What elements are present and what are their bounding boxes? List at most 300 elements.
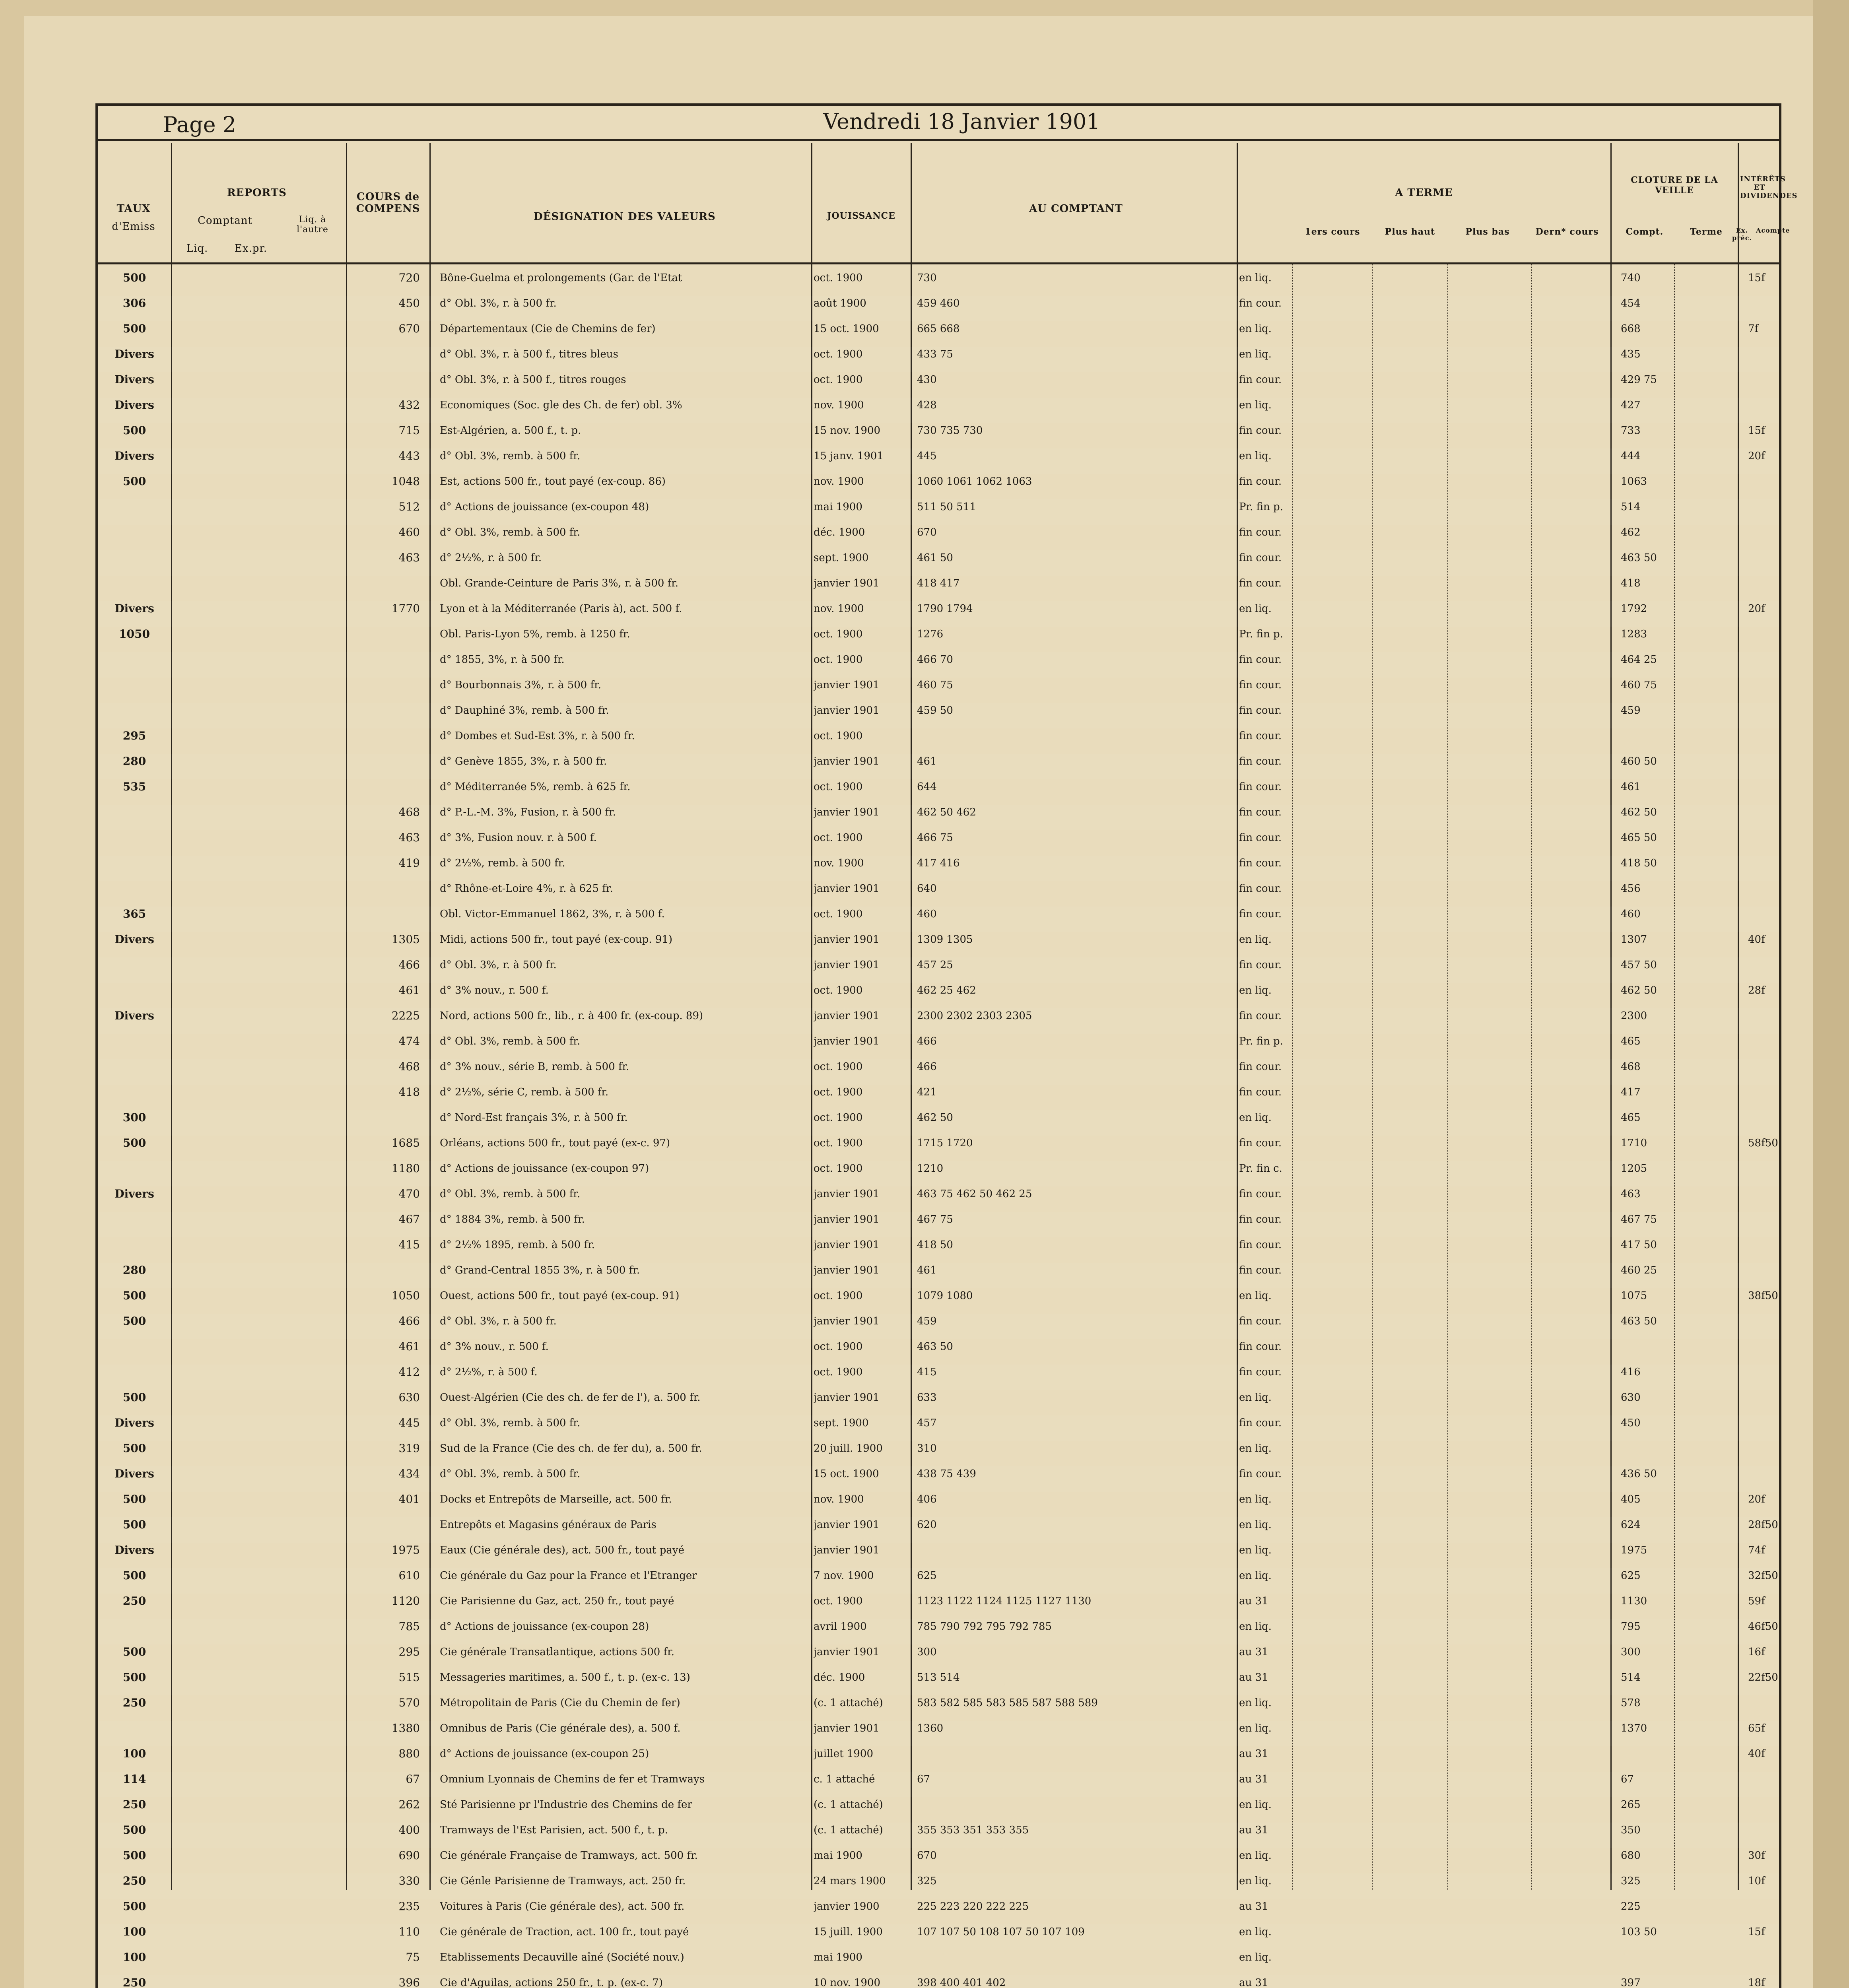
table-row xyxy=(98,372,1779,398)
terme-cell: en liq. xyxy=(1239,323,1272,335)
col-expr: Ex.pr. xyxy=(234,243,268,254)
designation-cell: Eaux (Cie générale des), act. 500 fr., tout payé xyxy=(440,1544,684,1556)
interets-cell: 46f50 xyxy=(1748,1621,1778,1633)
comptant-cell: 462 25 462 xyxy=(917,984,976,996)
jouissance-cell: janvier 1901 xyxy=(814,1315,880,1327)
jouissance-cell: avril 1900 xyxy=(814,1621,867,1633)
taux-cell: 500 xyxy=(122,323,146,335)
cours-cell: 515 xyxy=(398,1672,420,1683)
interets-cell: 7f xyxy=(1748,323,1759,335)
table-row xyxy=(98,830,1779,856)
cours-cell: 690 xyxy=(398,1850,420,1862)
jouissance-cell: (c. 1 attaché) xyxy=(814,1799,883,1811)
taux-cell: Divers xyxy=(115,934,154,945)
terme-cell: au 31 xyxy=(1239,1646,1268,1658)
comptant-cell: 433 75 xyxy=(917,348,953,360)
cloture-cell: 417 50 xyxy=(1621,1239,1657,1251)
jouissance-cell: août 1900 xyxy=(814,297,866,309)
col-a-terme: A TERME xyxy=(1395,187,1453,199)
table-row xyxy=(98,499,1779,525)
table-row xyxy=(98,627,1779,652)
interets-cell: 40f xyxy=(1748,934,1765,945)
jouissance-cell: nov. 1900 xyxy=(814,603,864,615)
col-ex-prec: Ex. préc. xyxy=(1732,227,1752,242)
table-row xyxy=(98,270,1779,296)
designation-cell: d° Obl. 3%, remb. à 500 fr. xyxy=(440,1035,581,1047)
cloture-cell: 1130 xyxy=(1621,1595,1647,1607)
comptant-cell: 461 xyxy=(917,1264,937,1276)
jouissance-cell: déc. 1900 xyxy=(814,526,865,538)
comptant-cell: 1715 1720 xyxy=(917,1137,973,1149)
taux-cell: 365 xyxy=(122,908,146,920)
jouissance-cell: janvier 1901 xyxy=(814,1213,880,1225)
designation-cell: d° Obl. 3%, r. à 500 f., titres rouges xyxy=(440,374,626,386)
designation-cell: d° 3% nouv., r. 500 f. xyxy=(440,1341,549,1353)
comptant-cell: 460 75 xyxy=(917,679,953,691)
table-row xyxy=(98,881,1779,907)
cloture-cell: 465 xyxy=(1621,1112,1641,1124)
taux-cell: 500 xyxy=(122,1290,146,1302)
table-row xyxy=(98,1136,1779,1161)
taux-cell: 500 xyxy=(122,1901,146,1912)
terme-cell: en liq. xyxy=(1239,1799,1272,1811)
terme-cell: en liq. xyxy=(1239,1570,1272,1582)
cours-cell: 75 xyxy=(406,1951,420,1963)
terme-cell: fin cour. xyxy=(1239,1137,1282,1149)
jouissance-cell: (c. 1 attaché) xyxy=(814,1697,883,1709)
comptant-cell: 730 735 730 xyxy=(917,425,983,437)
interets-cell: 74f xyxy=(1748,1544,1765,1556)
interets-cell: 59f xyxy=(1748,1595,1765,1607)
cours-cell: 110 xyxy=(398,1926,420,1938)
designation-cell: Cie générale Française de Tramways, act. 500 fr. xyxy=(440,1850,698,1862)
taux-cell: Divers xyxy=(115,348,154,360)
cloture-cell: 463 50 xyxy=(1621,1315,1657,1327)
interets-cell: 20f xyxy=(1748,450,1765,462)
terme-cell: fin cour. xyxy=(1239,1468,1282,1480)
cours-cell: 319 xyxy=(398,1442,420,1454)
jouissance-cell: oct. 1900 xyxy=(814,1137,863,1149)
comptant-cell: 430 xyxy=(917,374,937,386)
terme-cell: en liq. xyxy=(1239,934,1272,945)
cours-cell: 1120 xyxy=(391,1595,420,1607)
col-terme: Terme xyxy=(1690,227,1723,237)
designation-cell: Obl. Victor-Emmanuel 1862, 3%, r. à 500 f. xyxy=(440,908,665,920)
jouissance-cell: janvier 1901 xyxy=(814,1035,880,1047)
designation-cell: d° Dombes et Sud-Est 3%, r. à 500 fr. xyxy=(440,730,635,742)
jouissance-cell: oct. 1900 xyxy=(814,374,863,386)
interets-cell: 65f xyxy=(1748,1722,1765,1734)
designation-cell: d° Obl. 3%, r. à 500 fr. xyxy=(440,1315,557,1327)
comptant-cell: 2300 2302 2303 2305 xyxy=(917,1010,1032,1022)
col-acompte: Acompte xyxy=(1756,227,1790,234)
cloture-cell: 67 xyxy=(1621,1773,1634,1785)
interets-cell: 15f xyxy=(1748,425,1765,437)
terme-cell: fin cour. xyxy=(1239,730,1282,742)
designation-cell: Messageries maritimes, a. 500 f., t. p. (ex-c. 13) xyxy=(440,1672,690,1683)
interets-cell: 38f50 xyxy=(1748,1290,1778,1302)
taux-cell: 500 xyxy=(122,1519,146,1531)
taux-cell: 500 xyxy=(122,1672,146,1683)
table-row xyxy=(98,525,1779,550)
comptant-cell: 300 xyxy=(917,1646,937,1658)
cours-cell: 445 xyxy=(398,1417,420,1429)
taux-cell: 250 xyxy=(122,1875,146,1887)
jouissance-cell: janvier 1901 xyxy=(814,1722,880,1734)
table-row xyxy=(98,601,1779,627)
designation-cell: Cie Parisienne du Gaz, act. 250 fr., tout payé xyxy=(440,1595,674,1607)
terme-cell: en liq. xyxy=(1239,603,1272,615)
cours-cell: 461 xyxy=(398,984,420,996)
table-row xyxy=(98,1237,1779,1263)
taux-cell: 114 xyxy=(122,1773,146,1785)
table-row xyxy=(98,1034,1779,1059)
table-row xyxy=(98,1085,1779,1110)
designation-cell: Lyon et à la Méditerranée (Paris à), act. 500 f. xyxy=(440,603,682,615)
jouissance-cell: oct. 1900 xyxy=(814,654,863,666)
comptant-cell: 461 50 xyxy=(917,552,953,564)
col-taux: TAUX xyxy=(117,203,151,215)
terme-cell: fin cour. xyxy=(1239,959,1282,971)
cloture-cell: 462 xyxy=(1621,526,1641,538)
table-row xyxy=(98,932,1779,957)
cours-cell: 262 xyxy=(398,1799,420,1811)
terme-cell: en liq. xyxy=(1239,1850,1272,1862)
designation-cell: d° Actions de jouissance (ex-coupon 97) xyxy=(440,1163,649,1175)
cours-cell: 512 xyxy=(398,501,420,513)
jouissance-cell: oct. 1900 xyxy=(814,832,863,844)
comptant-cell: 417 416 xyxy=(917,857,960,869)
table-row xyxy=(98,1772,1779,1797)
cours-cell: 1180 xyxy=(391,1163,420,1175)
col-interets: INTÉRÊTS ET DIVIDENDES xyxy=(1740,175,1798,200)
designation-cell: d° Actions de jouissance (ex-coupon 25) xyxy=(440,1748,649,1760)
designation-cell: Sud de la France (Cie des ch. de fer du), a. 500 fr. xyxy=(440,1442,702,1454)
taux-cell: 500 xyxy=(122,1824,146,1836)
cours-cell: 419 xyxy=(398,857,420,869)
terme-cell: au 31 xyxy=(1239,1748,1268,1760)
taux-cell: 500 xyxy=(122,1137,146,1149)
table-row xyxy=(98,1415,1779,1441)
cloture-cell: 463 xyxy=(1621,1188,1641,1200)
cours-cell: 434 xyxy=(398,1468,420,1480)
designation-cell: d° Obl. 3%, r. à 500 fr. xyxy=(440,959,557,971)
taux-cell: Divers xyxy=(115,1010,154,1022)
comptant-cell: 463 50 xyxy=(917,1341,953,1353)
table-row xyxy=(98,1390,1779,1415)
taux-cell: Divers xyxy=(115,1544,154,1556)
cloture-cell: 1975 xyxy=(1621,1544,1647,1556)
taux-cell: 100 xyxy=(122,1951,146,1963)
col-jouissance: JOUISSANCE xyxy=(827,211,895,221)
terme-cell: Pr. fin p. xyxy=(1239,1035,1283,1047)
cours-cell: 470 xyxy=(398,1188,420,1200)
jouissance-cell: 15 juill. 1900 xyxy=(814,1926,883,1938)
table-row xyxy=(98,576,1779,601)
designation-cell: Obl. Paris-Lyon 5%, remb. à 1250 fr. xyxy=(440,628,630,640)
comptant-cell: 418 417 xyxy=(917,577,960,589)
comptant-cell: 418 50 xyxy=(917,1239,953,1251)
comptant-cell: 640 xyxy=(917,883,937,895)
terme-cell: en liq. xyxy=(1239,1951,1272,1963)
terme-cell: fin cour. xyxy=(1239,1417,1282,1429)
cours-cell: 785 xyxy=(398,1621,420,1633)
table-row xyxy=(98,1644,1779,1670)
terme-cell: Pr. fin p. xyxy=(1239,628,1283,640)
table-row xyxy=(98,1288,1779,1314)
cours-cell: 1685 xyxy=(391,1137,420,1149)
designation-cell: Sté Parisienne pr l'Industrie des Chemins de fer xyxy=(440,1799,692,1811)
taux-cell: 100 xyxy=(122,1748,146,1760)
page-date: Vendredi 18 Janvier 1901 xyxy=(823,109,1100,134)
comptant-cell: 466 70 xyxy=(917,654,953,666)
terme-cell: fin cour. xyxy=(1239,1239,1282,1251)
cours-cell: 396 xyxy=(398,1977,420,1988)
designation-cell: d° Grand-Central 1855 3%, r. à 500 fr. xyxy=(440,1264,640,1276)
table-row xyxy=(98,1924,1779,1950)
cloture-cell: 468 xyxy=(1621,1061,1641,1073)
cloture-cell: 465 50 xyxy=(1621,832,1657,844)
terme-cell: fin cour. xyxy=(1239,1341,1282,1353)
cloture-cell: 467 75 xyxy=(1621,1213,1657,1225)
cloture-cell: 1063 xyxy=(1621,476,1647,487)
jouissance-cell: oct. 1900 xyxy=(814,272,863,284)
jouissance-cell: oct. 1900 xyxy=(814,1595,863,1607)
page-header xyxy=(95,107,1781,139)
taux-cell: 500 xyxy=(122,1493,146,1505)
terme-cell: en liq. xyxy=(1239,450,1272,462)
cours-cell: 2225 xyxy=(391,1010,420,1022)
terme-cell: fin cour. xyxy=(1239,476,1282,487)
cours-cell: 720 xyxy=(398,272,420,284)
terme-cell: en liq. xyxy=(1239,348,1272,360)
interets-cell: 28f xyxy=(1748,984,1765,996)
comptant-cell: 445 xyxy=(917,450,937,462)
col-taux-sub: d'Emiss xyxy=(112,221,155,233)
header-rule xyxy=(95,139,1781,141)
terme-cell: fin cour. xyxy=(1239,755,1282,767)
jouissance-cell: déc. 1900 xyxy=(814,1672,865,1683)
jouissance-cell: mai 1900 xyxy=(814,1951,862,1963)
table-row xyxy=(98,1670,1779,1695)
taux-cell: 500 xyxy=(122,1570,146,1582)
interets-cell: 20f xyxy=(1748,603,1765,615)
cloture-cell: 460 50 xyxy=(1621,755,1657,767)
cours-cell: 450 xyxy=(398,297,420,309)
terme-cell: fin cour. xyxy=(1239,1188,1282,1200)
cloture-cell: 435 xyxy=(1621,348,1641,360)
col-plus-bas: Plus bas xyxy=(1465,227,1510,237)
cours-cell: 880 xyxy=(398,1748,420,1760)
comptant-cell: 1309 1305 xyxy=(917,934,973,945)
designation-cell: Métropolitain de Paris (Cie du Chemin de fer) xyxy=(440,1697,680,1709)
cloture-cell: 795 xyxy=(1621,1621,1641,1633)
cloture-cell: 1307 xyxy=(1621,934,1647,945)
taux-cell: 500 xyxy=(122,1442,146,1454)
taux-cell: 280 xyxy=(122,755,146,767)
designation-cell: Docks et Entrepôts de Marseille, act. 500 fr. xyxy=(440,1493,672,1505)
cours-cell: 1975 xyxy=(391,1544,420,1556)
table-row xyxy=(98,728,1779,754)
interets-cell: 22f50 xyxy=(1748,1672,1778,1683)
terme-cell: Pr. fin p. xyxy=(1239,501,1283,513)
table-row xyxy=(98,805,1779,830)
taux-cell: 500 xyxy=(122,1850,146,1862)
comptant-cell: 730 xyxy=(917,272,937,284)
designation-cell: d° Obl. 3%, remb. à 500 fr. xyxy=(440,1468,581,1480)
cloture-cell: 436 50 xyxy=(1621,1468,1657,1480)
jouissance-cell: mai 1900 xyxy=(814,1850,862,1862)
cours-cell: 670 xyxy=(398,323,420,335)
taux-cell: 295 xyxy=(122,730,146,742)
cloture-cell: 103 50 xyxy=(1621,1926,1657,1938)
designation-cell: d° Obl. 3%, remb. à 500 fr. xyxy=(440,450,581,462)
terme-cell: en liq. xyxy=(1239,1493,1272,1505)
table-row xyxy=(98,1186,1779,1212)
designation-cell: d° Actions de jouissance (ex-coupon 48) xyxy=(440,501,649,513)
terme-cell: en liq. xyxy=(1239,1544,1272,1556)
terme-cell: au 31 xyxy=(1239,1901,1268,1912)
comptant-cell: 457 25 xyxy=(917,959,953,971)
table-row xyxy=(98,1466,1779,1492)
designation-cell: d° Méditerranée 5%, remb. à 625 fr. xyxy=(440,781,631,793)
jouissance-cell: oct. 1900 xyxy=(814,628,863,640)
cloture-cell: 461 xyxy=(1621,781,1641,793)
table-row xyxy=(98,1797,1779,1823)
cours-cell: 715 xyxy=(398,425,420,437)
cloture-cell: 429 75 xyxy=(1621,374,1657,386)
designation-cell: d° Obl. 3%, r. à 500 fr. xyxy=(440,297,557,309)
table-row xyxy=(98,321,1779,347)
table-row xyxy=(98,1543,1779,1568)
cours-cell: 1770 xyxy=(391,603,420,615)
table-row xyxy=(98,1212,1779,1237)
terme-cell: en liq. xyxy=(1239,399,1272,411)
designation-cell: d° Obl. 3%, r. à 500 f., titres bleus xyxy=(440,348,618,360)
terme-cell: au 31 xyxy=(1239,1824,1268,1836)
table-row xyxy=(98,1517,1779,1543)
table-row xyxy=(98,779,1779,805)
jouissance-cell: janvier 1901 xyxy=(814,1519,880,1531)
jouissance-cell: nov. 1900 xyxy=(814,476,864,487)
terme-cell: en liq. xyxy=(1239,1519,1272,1531)
cloture-cell: 457 50 xyxy=(1621,959,1657,971)
jouissance-cell: 7 nov. 1900 xyxy=(814,1570,874,1582)
terme-cell: en liq. xyxy=(1239,272,1272,284)
jouissance-cell: oct. 1900 xyxy=(814,1086,863,1098)
cloture-cell: 1075 xyxy=(1621,1290,1647,1302)
table-row xyxy=(98,448,1779,474)
taux-cell: 535 xyxy=(122,781,146,793)
taux-cell: 500 xyxy=(122,1646,146,1658)
cloture-cell: 427 xyxy=(1621,399,1641,411)
designation-cell: Omnium Lyonnais de Chemins de fer et Tramways xyxy=(440,1773,705,1785)
designation-cell: Nord, actions 500 fr., lib., r. à 400 fr. (ex-coup. 89) xyxy=(440,1010,703,1022)
comptant-cell: 406 xyxy=(917,1493,937,1505)
jouissance-cell: 20 juill. 1900 xyxy=(814,1442,883,1454)
table-row xyxy=(98,296,1779,321)
designation-cell: Départementaux (Cie de Chemins de fer) xyxy=(440,323,656,335)
taux-cell: Divers xyxy=(115,1188,154,1200)
terme-cell: fin cour. xyxy=(1239,425,1282,437)
jouissance-cell: janvier 1900 xyxy=(814,1901,880,1912)
designation-cell: d° Nord-Est français 3%, r. à 500 fr. xyxy=(440,1112,628,1124)
cloture-cell: 460 xyxy=(1621,908,1641,920)
cloture-cell: 462 50 xyxy=(1621,806,1657,818)
jouissance-cell: (c. 1 attaché) xyxy=(814,1824,883,1836)
cours-cell: 630 xyxy=(398,1392,420,1404)
terme-cell: au 31 xyxy=(1239,1977,1268,1988)
cloture-cell: 1283 xyxy=(1621,628,1647,640)
terme-cell: fin cour. xyxy=(1239,1213,1282,1225)
table-row xyxy=(98,678,1779,703)
cloture-cell: 1710 xyxy=(1621,1137,1647,1149)
terme-cell: fin cour. xyxy=(1239,1264,1282,1276)
cloture-cell: 456 xyxy=(1621,883,1641,895)
terme-cell: Pr. fin c. xyxy=(1239,1163,1282,1175)
cloture-cell: 1792 xyxy=(1621,603,1647,615)
terme-cell: fin cour. xyxy=(1239,297,1282,309)
designation-cell: d° 2½% 1895, remb. à 500 fr. xyxy=(440,1239,595,1251)
comptant-cell: 1060 1061 1062 1063 xyxy=(917,476,1032,487)
cloture-cell: 464 25 xyxy=(1621,654,1657,666)
comptant-cell: 459 50 xyxy=(917,705,953,716)
jouissance-cell: janvier 1901 xyxy=(814,1188,880,1200)
terme-cell: en liq. xyxy=(1239,1621,1272,1633)
table-row xyxy=(98,347,1779,372)
taux-cell: 250 xyxy=(122,1595,146,1607)
comptant-cell: 670 xyxy=(917,526,937,538)
comptant-cell: 107 107 50 108 107 50 107 109 xyxy=(917,1926,1085,1938)
designation-cell: Cie générale de Traction, act. 100 fr., tout payé xyxy=(440,1926,689,1938)
taux-cell: 100 xyxy=(122,1926,146,1938)
table-row xyxy=(98,1823,1779,1848)
comptant-cell: 1210 xyxy=(917,1163,944,1175)
interets-cell: 40f xyxy=(1748,1748,1765,1760)
taux-cell: 500 xyxy=(122,476,146,487)
comptant-cell: 785 790 792 795 792 785 xyxy=(917,1621,1052,1633)
table-row xyxy=(98,1848,1779,1873)
taux-cell: Divers xyxy=(115,450,154,462)
designation-cell: d° 2½%, remb. à 500 fr. xyxy=(440,857,565,869)
designation-cell: Tramways de l'Est Parisien, act. 500 f., t. p. xyxy=(440,1824,668,1836)
cours-cell: 463 xyxy=(398,552,420,564)
table-row xyxy=(98,1619,1779,1644)
col-designation: DÉSIGNATION DES VALEURS xyxy=(534,211,716,223)
designation-cell: Orléans, actions 500 fr., tout payé (ex-c. 97) xyxy=(440,1137,670,1149)
cloture-cell: 740 xyxy=(1621,272,1641,284)
terme-cell: fin cour. xyxy=(1239,832,1282,844)
taux-cell: Divers xyxy=(115,374,154,386)
col-plus-haut: Plus haut xyxy=(1385,227,1435,237)
col-premiers-cours: 1ers cours xyxy=(1305,227,1360,237)
designation-cell: d° Obl. 3%, remb. à 500 fr. xyxy=(440,1188,581,1200)
col-comptant: Comptant xyxy=(198,215,252,227)
cours-cell: 1305 xyxy=(391,934,420,945)
comptant-cell: 463 75 462 50 462 25 xyxy=(917,1188,1032,1200)
jouissance-cell: mai 1900 xyxy=(814,501,862,513)
terme-cell: en liq. xyxy=(1239,1926,1272,1938)
cloture-cell: 1205 xyxy=(1621,1163,1647,1175)
cours-cell: 432 xyxy=(398,399,420,411)
comptant-cell: 459 460 xyxy=(917,297,960,309)
cloture-cell: 514 xyxy=(1621,501,1641,513)
designation-cell: Cie d'Aguilas, actions 250 fr., t. p. (ex-c. 7) xyxy=(440,1977,663,1988)
comptant-cell: 670 xyxy=(917,1850,937,1862)
jouissance-cell: oct. 1900 xyxy=(814,730,863,742)
taux-cell: 500 xyxy=(122,1315,146,1327)
comptant-cell: 325 xyxy=(917,1875,937,1887)
